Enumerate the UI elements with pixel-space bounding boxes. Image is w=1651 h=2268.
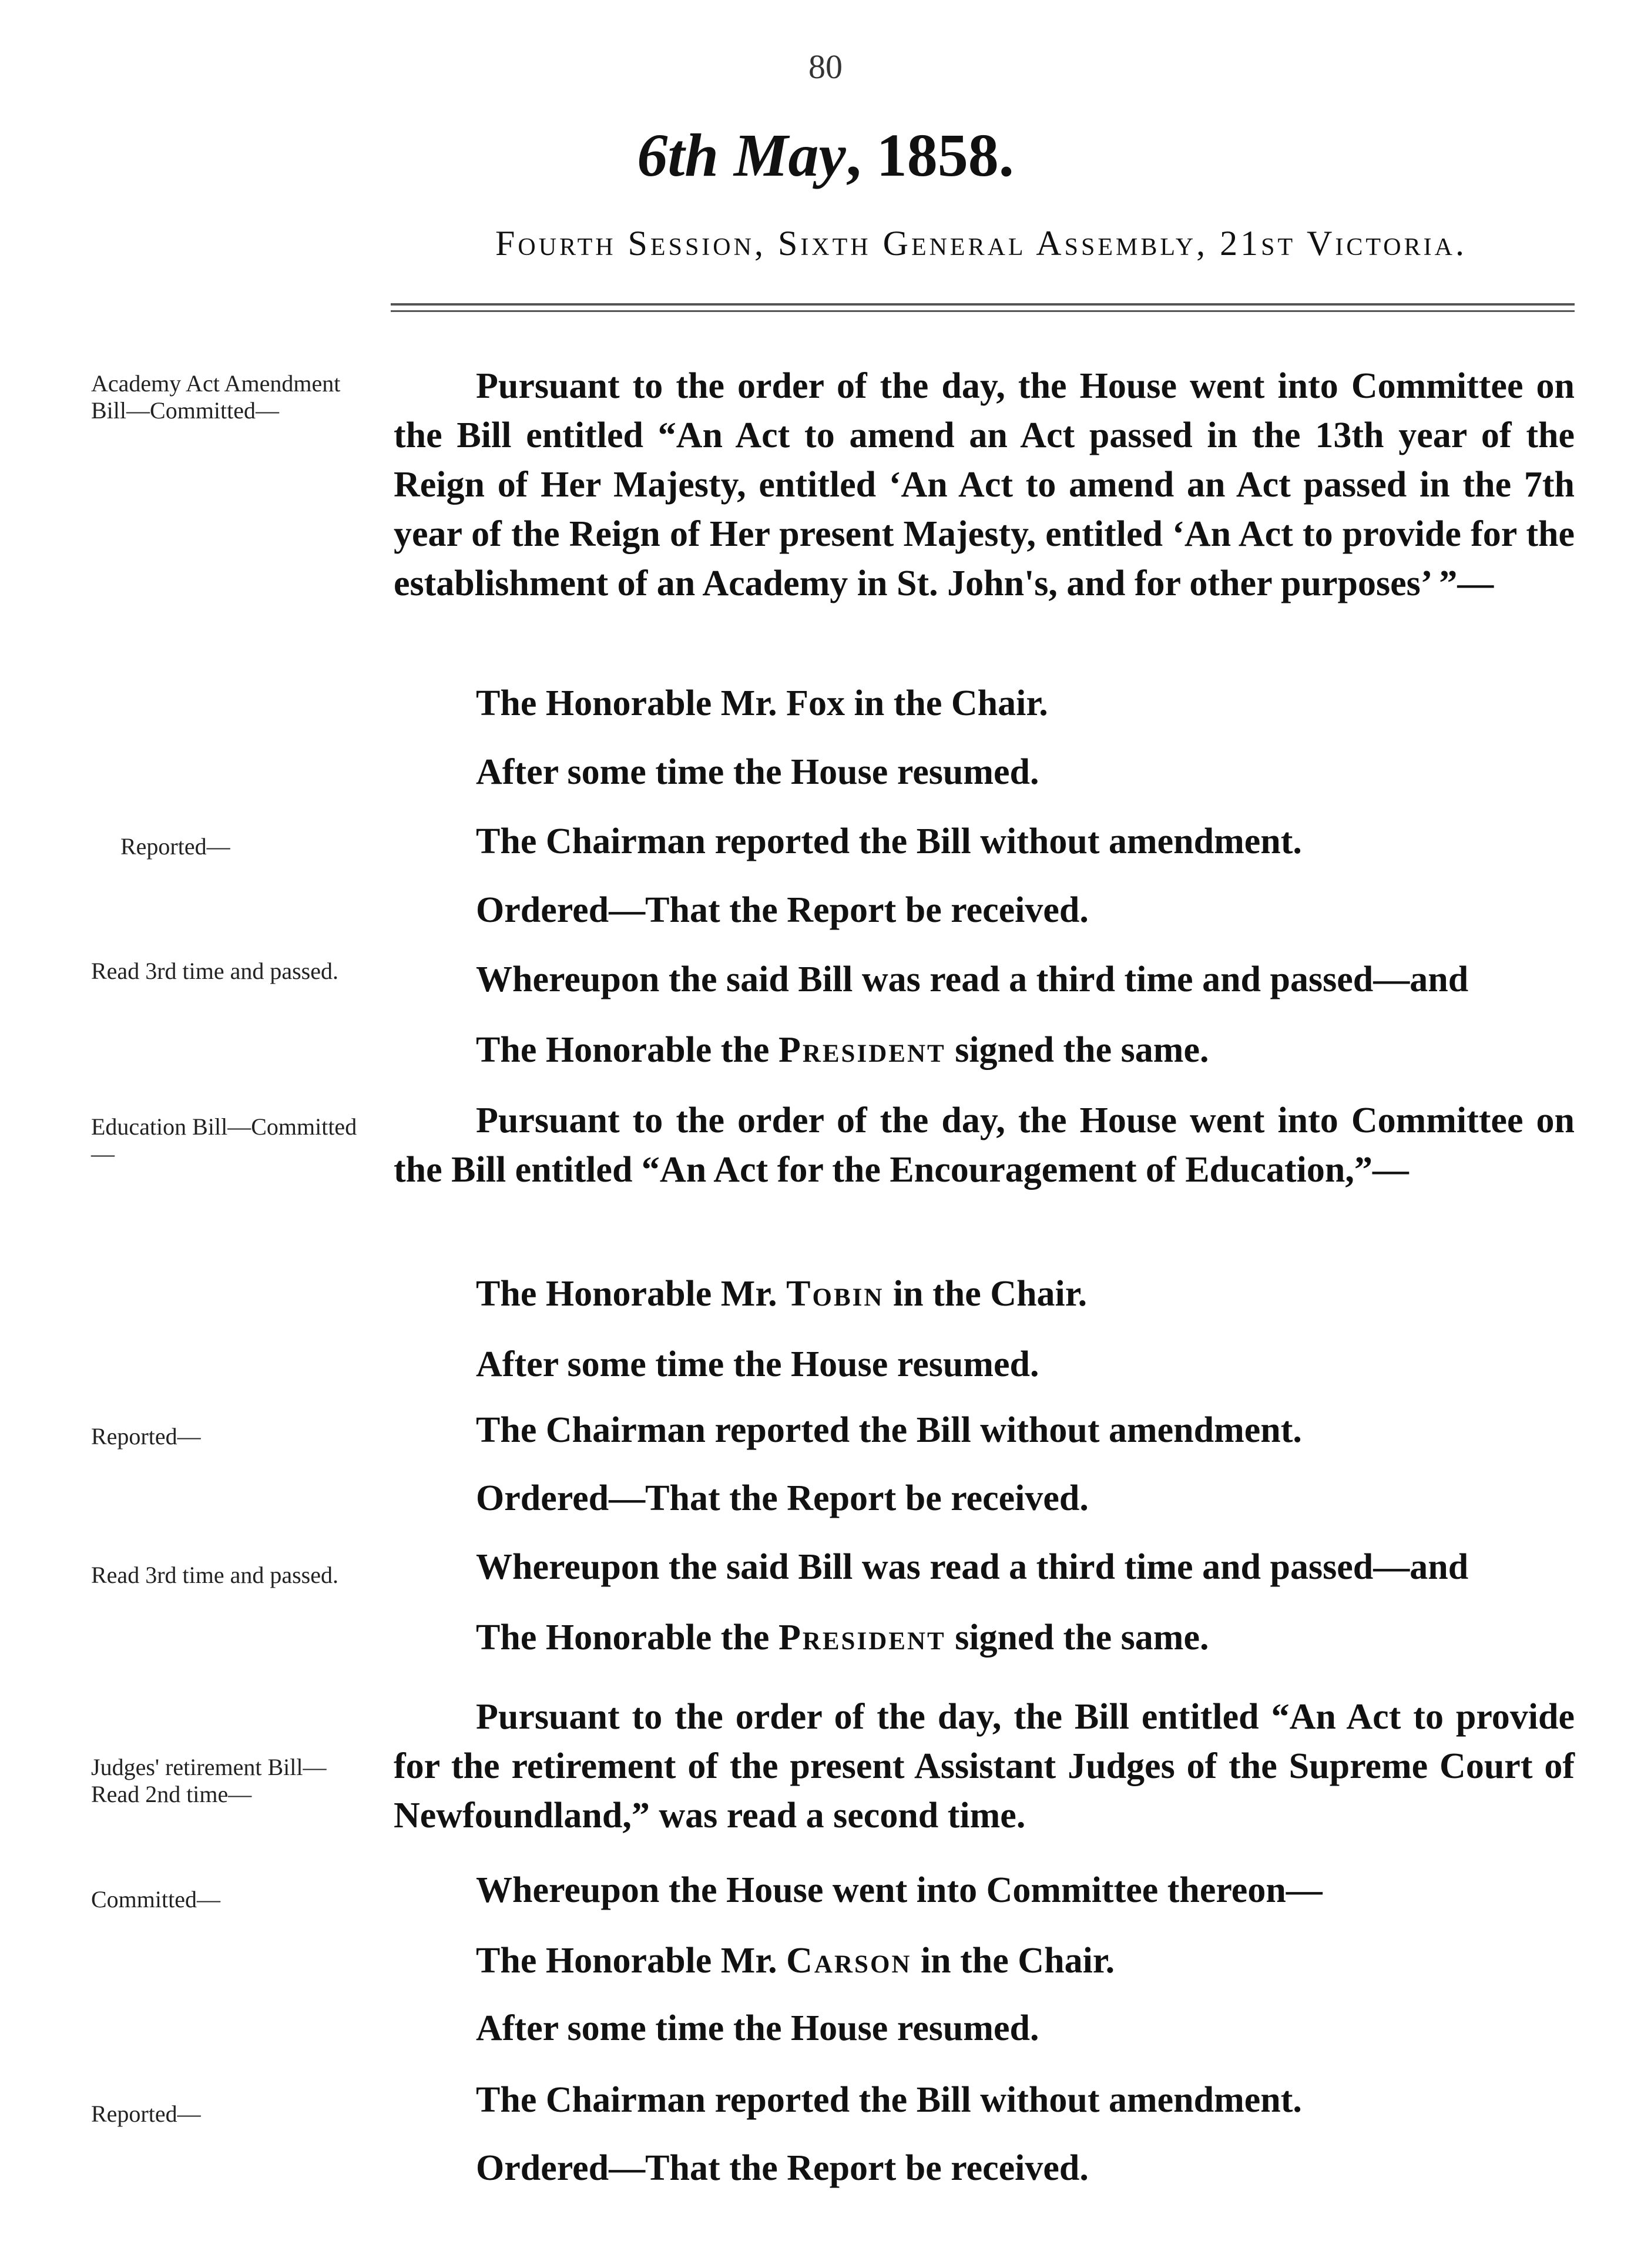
signed-suffix-1: signed the same. (945, 1030, 1209, 1070)
ordered-line-2: Ordered—That the Report be received. (476, 1478, 1089, 1518)
judges-second-reading-paragraph: Pursuant to the order of the day, the Bill entitled “An Act to provide for the retirement of the present Assistant Judges of the Supreme Court of Newfoundland,” was read a second time. (394, 1697, 1575, 1836)
margin-note-read-3rd-2: Read 3rd time and passed. (91, 1562, 338, 1588)
header-rule-secondary (391, 310, 1575, 312)
ordered-line-1: Ordered—That the Report be received. (476, 890, 1089, 930)
president-signed-line-1 (476, 1025, 1580, 1075)
date-heading (0, 120, 1651, 190)
margin-note-judges-read-2nd: Judges' retirement Bill—Read 2nd time— (91, 1754, 327, 1807)
president-name-1: President (778, 1030, 946, 1070)
tobin-chair-prefix: The Honorable Mr. (476, 1274, 787, 1314)
house-resumed-line-1: After some time the House resumed. (476, 752, 1039, 792)
date-heading-year: , 1858. (845, 122, 1014, 189)
tobin-name: Tobin (786, 1274, 884, 1314)
signed-suffix-2: signed the same. (945, 1618, 1209, 1658)
chairman-reported-line-3: The Chairman reported the Bill without amendment. (476, 2080, 1302, 2120)
page-number: 80 (808, 48, 843, 86)
header-rule (391, 303, 1575, 306)
carson-chair-prefix: The Honorable Mr. (476, 1941, 787, 1981)
signed-prefix-1: The Honorable the (476, 1030, 778, 1070)
house-resumed-line-2: After some time the House resumed. (476, 1344, 1039, 1384)
carson-name: Carson (786, 1941, 912, 1981)
fox-name: Fox (786, 683, 845, 723)
signed-prefix-2: The Honorable the (476, 1618, 778, 1658)
ordered-line-3: Ordered—That the Report be received. (476, 2148, 1089, 2188)
fox-chair-suffix: in the Chair. (845, 683, 1048, 723)
house-resumed-line-3: After some time the House resumed. (476, 2008, 1039, 2048)
committee-thereon-line: Whereupon the House went into Committee thereon— (476, 1870, 1323, 1910)
margin-note-reported-3: Reported— (91, 2101, 201, 2127)
chairman-reported-line-2: The Chairman reported the Bill without amendment. (476, 1410, 1302, 1450)
carson-chair-line (476, 1936, 1580, 1985)
president-name-2: President (778, 1618, 946, 1658)
president-signed-line-2 (476, 1613, 1580, 1662)
margin-note-reported-1: Reported— (120, 833, 230, 860)
session-line: Fourth Session, Sixth General Assembly, 21st Victoria. (495, 224, 1467, 263)
tobin-chair-line (476, 1269, 1580, 1318)
margin-note-read-3rd-1: Read 3rd time and passed. (91, 958, 338, 984)
margin-note-committed-3: Committed— (91, 1886, 220, 1913)
margin-note-academy-committed: Academy Act Amendment Bill—Committed— (91, 370, 341, 424)
date-heading-day: 6th May (637, 122, 846, 189)
fox-chair-line (476, 679, 1580, 728)
margin-note-reported-2: Reported— (91, 1423, 201, 1450)
third-reading-line-1: Whereupon the said Bill was read a third time and passed—and (476, 959, 1469, 999)
fox-chair-prefix: The Honorable Mr. (476, 683, 787, 723)
education-committee-paragraph: Pursuant to the order of the day, the House went into Committee on the Bill entitled “An Act for the Encouragement of Education,”— (394, 1101, 1575, 1190)
chairman-reported-line-1: The Chairman reported the Bill without amendment. (476, 821, 1302, 861)
carson-chair-suffix: in the Chair. (911, 1941, 1115, 1981)
margin-note-education-committed: Education Bill—Committed— (91, 1113, 357, 1167)
academy-committee-paragraph: Pursuant to the order of the day, the House went into Committee on the Bill entitled “An Act to amend an Act passed in the 13th year of the Reign of Her Majesty, entitled ‘An Act to amend an Act passed in the 7th year of the Reign of Her present Majesty, entitled ‘An Act to provide for the establishment of an Academy in St. John's, and for other purposes’ ”— (394, 366, 1575, 603)
tobin-chair-suffix: in the Chair. (884, 1274, 1088, 1314)
third-reading-line-2: Whereupon the said Bill was read a third time and passed—and (476, 1547, 1469, 1587)
